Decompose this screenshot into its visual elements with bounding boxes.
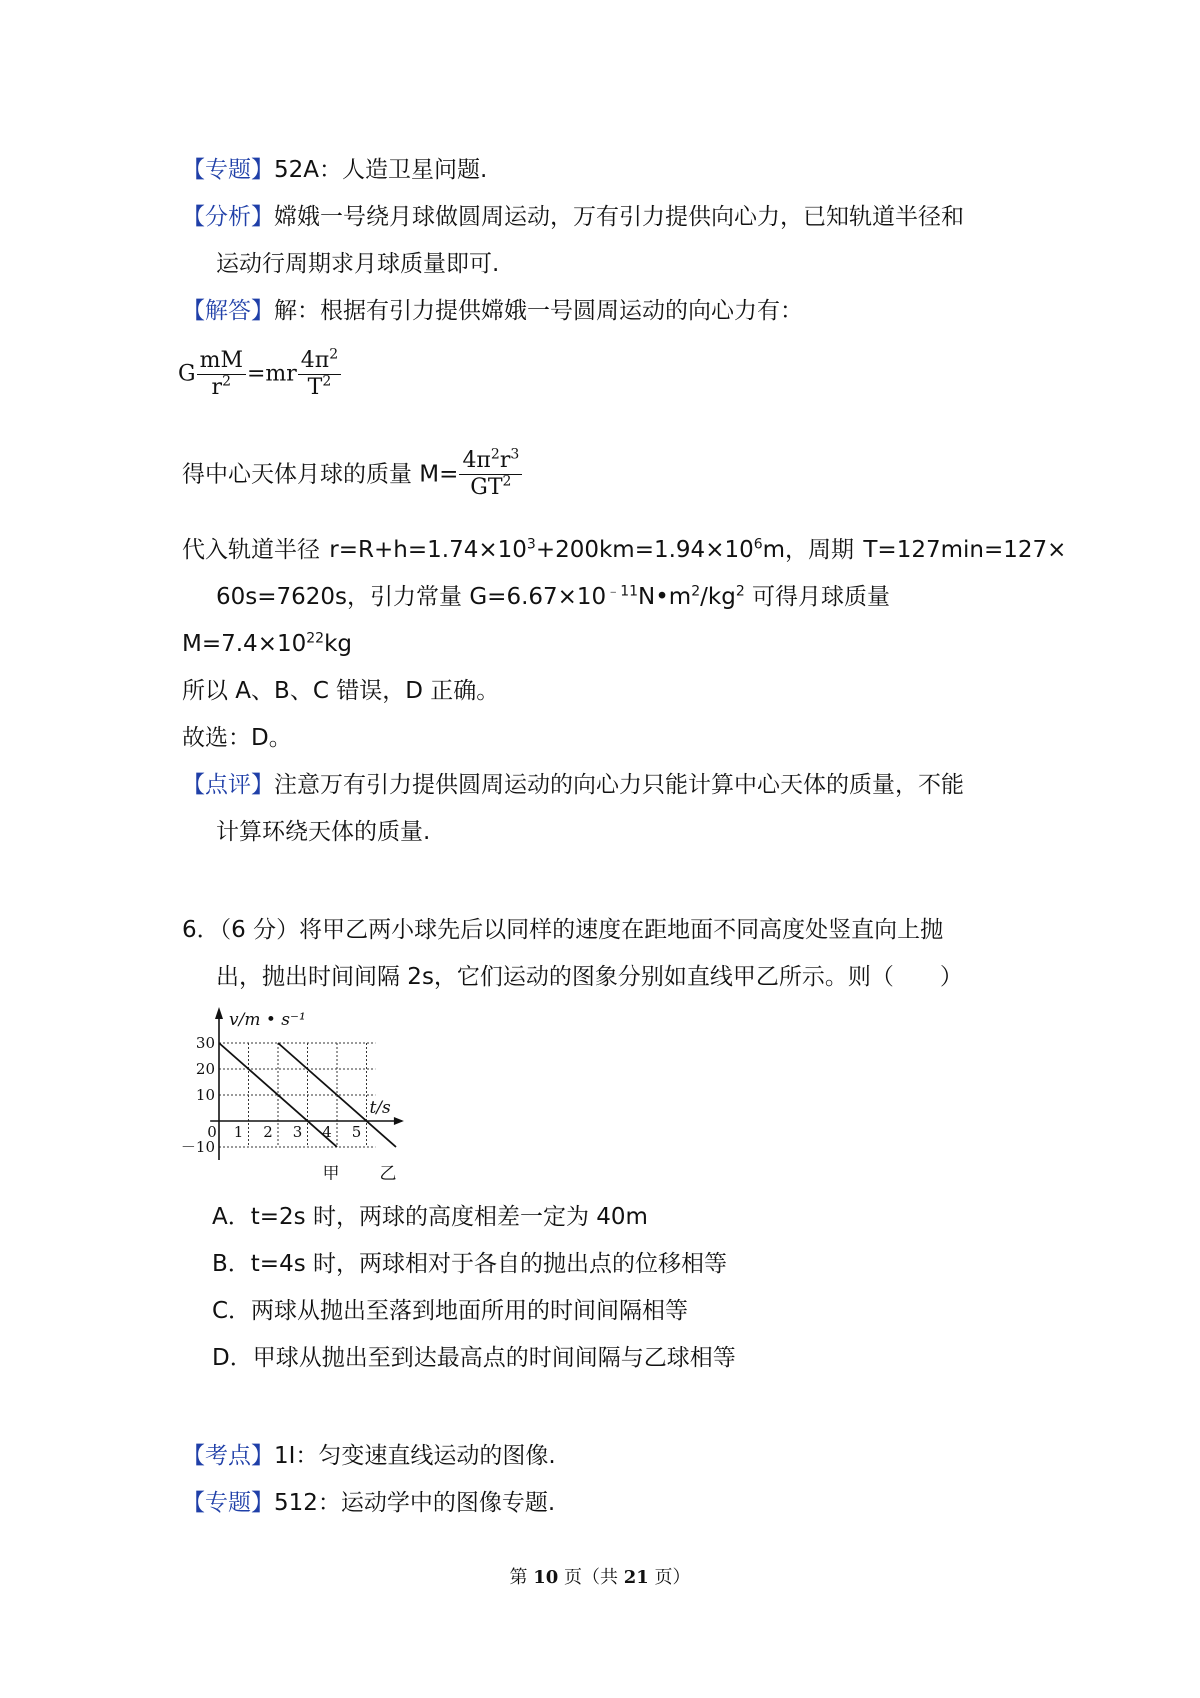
q5-jieda-line [182,296,803,326]
sub-text: N•m [638,584,692,610]
q5-fenxi-line [182,202,964,232]
option-text: C．两球从抛出至落到地面所用的时间间隔相等 [212,1298,689,1324]
x-tick-label: 4 [322,1123,332,1141]
q6-kaodian-line [182,1441,556,1471]
fraction-4pi2-over-T2 [298,348,341,401]
substitution-line2 [216,582,890,612]
section-tag: 【分析】 [182,204,274,230]
y-axis-label: v/m • s⁻¹ [229,1010,306,1030]
result-line [182,629,352,659]
section-tag: 【专题】 [182,1490,274,1516]
conclusion-text: 所以 A、B、C 错误，D 正确。 [182,678,500,704]
q5-dianping-line2 [216,817,430,847]
question-stem: 6．（6 分）将甲乙两小球先后以同样的速度在距地面不同高度处竖直向上抛 [182,917,944,943]
page-footer [0,1563,1200,1589]
x-tick-label: 1 [233,1123,244,1141]
option-text: D．甲球从抛出至到达最高点的时间间隔与乙球相等 [212,1345,736,1371]
series-label-yi: 乙 [379,1164,397,1180]
fraction-denominator: $GT^2$ [470,473,512,500]
footer-text: 第 [509,1567,534,1588]
q5-zhuanti-line [182,155,487,185]
substitution-line1 [182,535,1066,565]
footer-text: 页（共 [558,1567,624,1588]
x-axis-arrow [394,1117,404,1125]
option-a[interactable] [212,1202,648,1232]
total-page-number: 21 [623,1567,649,1588]
fraction-numerator: mM [197,348,246,375]
section-tag: 【解答】 [182,298,274,324]
result-unit: kg [324,631,352,657]
exponent: 22 [306,630,325,647]
section-tag: 【点评】 [182,772,274,798]
current-page-number: 10 [533,1567,559,1588]
y-tick-label: 10 [195,1086,215,1104]
fraction-4pi2r3-over-GT2 [459,448,522,501]
q6-stem-line2 [216,962,963,992]
fraction-denominator: $r^2$ [211,373,231,400]
x-tick-label: 0 [207,1123,217,1141]
q6-zhuanti-line [182,1488,555,1518]
velocity-time-chart [176,1005,436,1180]
y-tick-label: 30 [195,1034,215,1052]
exponent: 3 [526,536,536,553]
q5-fenxi-line2 [216,249,499,279]
formula-gravity-equation [178,348,342,401]
kaodian-text: 1I：匀变速直线运动的图像. [274,1443,556,1469]
option-text: A．t=2s 时，两球的高度相差一定为 40m [212,1204,648,1230]
y-tick-label: －10 [180,1138,215,1156]
exponent: ﹣11 [606,583,639,600]
choice-line [182,723,292,753]
sub-text: 可得月球质量 [744,584,891,610]
footer-text: 页） [648,1567,691,1588]
sub-text: /kg [700,584,736,610]
mass-intro: 得中心天体月球的质量 M= [182,461,459,488]
section-tag: 【考点】 [182,1443,274,1469]
formula-eq-mr: =mr [246,361,297,387]
result-text: M=7.4×10 [182,631,307,657]
dianping-text-line1: 注意万有引力提供圆周运动的向心力只能计算中心天体的质量，不能 [274,772,964,798]
option-d[interactable] [212,1343,736,1373]
option-b[interactable] [212,1249,727,1279]
conclusion-line [182,676,499,706]
section-tag: 【专题】 [182,157,274,183]
sub-text: 代入轨道半径 r=R+h=1.74×10 [182,537,527,563]
x-tick-label: 3 [292,1123,303,1141]
x-axis-label: t/s [369,1098,391,1118]
fenxi-text-line1: 嫦娥一号绕月球做圆周运动，万有引力提供向心力，已知轨道半径和 [274,204,964,230]
q6-stem-line1 [182,915,943,945]
fenxi-text-line2: 运动行周期求月球质量即可. [216,251,500,277]
x-tick-label: 2 [263,1123,273,1141]
y-axis-arrow [215,1007,223,1019]
series-label-jia: 甲 [322,1164,340,1180]
formula-g: G [178,361,196,387]
fraction-mM-over-r2 [197,348,246,401]
exponent: 2 [691,583,701,600]
fraction-numerator: $4\pi^2r^3$ [459,448,522,475]
exponent: 2 [735,583,745,600]
question-stem: 出，抛出时间间隔 2s，它们运动的图象分别如直线甲乙所示。则（ ） [216,964,963,990]
fraction-denominator: $T^2$ [307,373,332,400]
dianping-text-line2: 计算环绕天体的质量. [216,819,431,845]
sub-text: 60s=7620s，引力常量 G=6.67×10 [216,584,607,610]
choice-text: 故选：D。 [182,725,292,751]
q5-dianping-line [182,770,964,800]
zhuanti-text: 512：运动学中的图像专题. [274,1490,556,1516]
fraction-numerator: $4\pi^2$ [298,348,341,375]
sub-text: +200km=1.94×10 [535,537,754,563]
sub-text: m，周期 T=127min=127× [762,537,1067,563]
y-tick-label: 20 [195,1060,215,1078]
exponent: 6 [753,536,763,553]
x-tick-label: 5 [351,1123,362,1141]
jieda-text: 解：根据有引力提供嫦娥一号圆周运动的向心力有： [274,298,803,324]
option-c[interactable] [212,1296,688,1326]
mass-formula-line [182,448,523,501]
option-text: B．t=4s 时，两球相对于各自的抛出点的位移相等 [212,1251,727,1277]
zhuanti-text: 52A：人造卫星问题. [274,157,488,183]
